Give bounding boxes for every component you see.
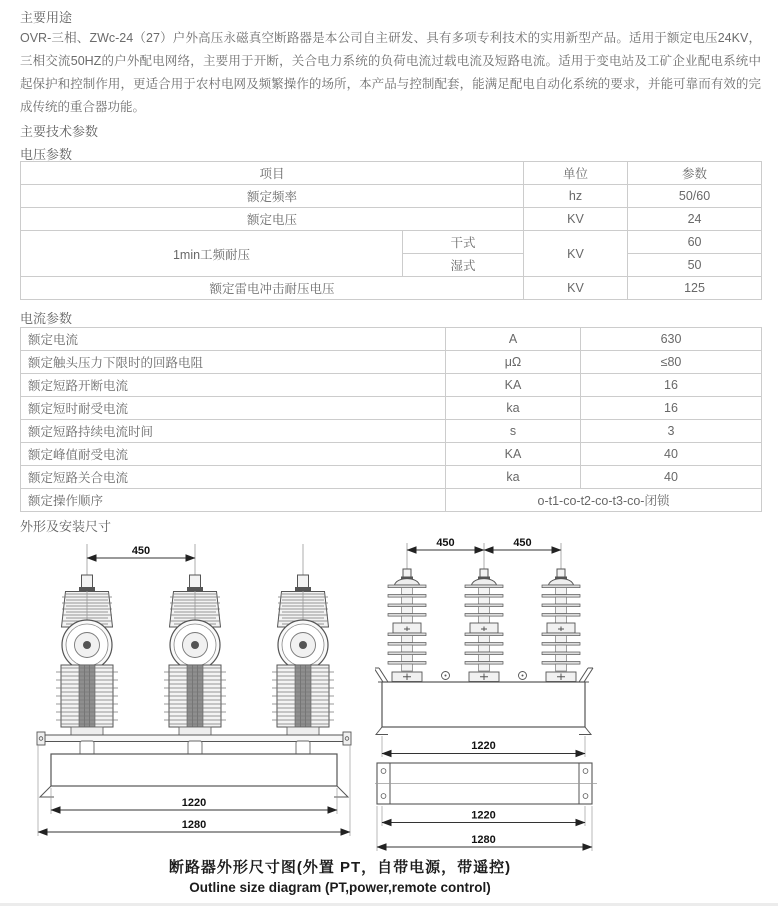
cell-sub-dry: 干式 — [403, 231, 524, 254]
cell-unit: s — [446, 420, 581, 443]
side-view-drawing — [375, 535, 778, 860]
cell-item: 额定短路开断电流 — [21, 374, 446, 397]
cell-value: 3 — [581, 420, 762, 443]
current-table — [20, 327, 762, 512]
table-row — [21, 443, 762, 466]
cell-unit: ka — [446, 397, 581, 420]
cell-unit: ka — [446, 466, 581, 489]
breaker-pole-side-1 — [388, 543, 426, 682]
breaker-pole-front-2 — [164, 544, 226, 737]
base-plan-view — [375, 763, 597, 804]
cell-unit: hz — [524, 185, 628, 208]
table-row — [21, 231, 762, 254]
table-row — [21, 466, 762, 489]
cell-value: 24 — [628, 208, 762, 231]
drawing-caption-cn: 断路器外形尺寸图(外置 PT，自带电源，带遥控) — [168, 859, 512, 876]
table-row — [21, 208, 762, 231]
cell-value: 40 — [581, 466, 762, 489]
cell-unit: KV — [524, 208, 628, 231]
table-row — [21, 351, 762, 374]
cell-unit: μΩ — [446, 351, 581, 374]
tech-params-section-title: 主要技术参数 — [20, 124, 99, 139]
breaker-pole-front-1 — [56, 544, 118, 737]
breaker-pole-front-3 — [272, 544, 334, 737]
table-row — [21, 489, 762, 512]
dim-label-1280: 1280 — [181, 819, 207, 831]
cell-item: 1min工频耐压 — [21, 231, 403, 277]
cell-sub-wet: 湿式 — [403, 254, 524, 277]
breaker-pole-side-3 — [542, 543, 580, 682]
col-header-value: 参数 — [628, 162, 762, 185]
col-header-item: 项目 — [21, 162, 524, 185]
voltage-params-title: 电压参数 — [20, 147, 73, 162]
cell-item: 额定操作顺序 — [21, 489, 446, 512]
cell-value: o-t1-co-t2-co-t3-co-闭锁 — [446, 489, 762, 512]
cell-item: 额定雷电冲击耐压电压 — [21, 277, 524, 300]
voltage-table — [20, 161, 762, 300]
cell-value: 60 — [628, 231, 762, 254]
table-row — [21, 374, 762, 397]
cell-item: 额定短路关合电流 — [21, 466, 446, 489]
base-box — [51, 754, 337, 786]
cell-value: 125 — [628, 277, 762, 300]
breaker-pole-side-2 — [465, 543, 503, 682]
table-header-row — [21, 162, 762, 185]
dim-label-1220-tank: 1220 — [471, 740, 496, 752]
cell-item: 额定频率 — [21, 185, 524, 208]
drawing-caption-en: Outline size diagram (PT,power,remote control) — [189, 880, 491, 895]
cell-value: 16 — [581, 374, 762, 397]
cell-unit: A — [446, 328, 581, 351]
outline-section-title: 外形及安装尺寸 — [20, 519, 112, 534]
drawing-caption — [0, 856, 680, 895]
cell-value: 50/60 — [628, 185, 762, 208]
cell-value: ≤80 — [581, 351, 762, 374]
cell-item: 额定短路持续电流时间 — [21, 420, 446, 443]
cell-unit: KA — [446, 443, 581, 466]
mounting-frame — [37, 732, 351, 797]
cell-value: 40 — [581, 443, 762, 466]
dim-label-1280-plan: 1280 — [471, 834, 496, 846]
cell-unit: KA — [446, 374, 581, 397]
dim-label-1220-plan: 1220 — [471, 809, 496, 822]
front-view-drawing — [25, 538, 380, 850]
cell-value: 16 — [581, 397, 762, 420]
col-header-unit: 单位 — [524, 162, 628, 185]
purpose-paragraph: OVR-三相、ZWc-24（27）户外高压永磁真空断路器是本公司自主研发、具有多项专利技术的实用新型产品。适用于额定电压24KV，三相交流50HZ的户外配电网络，主要用于开断，关合电力系统的负荷电流过载电流及短路电流。适用于变电站及工矿企业配电系统中起保护和控制作用，更适合用于农村电网及频繁操作的场所，本产品与控制配套，能满足配电自动化系统的要求，并能可靠而有效的完成传统的重合器功能。 — [20, 31, 761, 114]
table-row — [21, 420, 762, 443]
table-row — [21, 185, 762, 208]
cell-unit: KV — [524, 231, 628, 277]
cell-value: 50 — [628, 254, 762, 277]
cell-item: 额定电流 — [21, 328, 446, 351]
cell-unit: KV — [524, 277, 628, 300]
cell-item: 额定峰值耐受电流 — [21, 443, 446, 466]
purpose-section-title: 主要用途 — [20, 10, 73, 25]
current-params-title: 电流参数 — [20, 311, 73, 326]
dim-label-450: 450 — [131, 545, 151, 557]
cell-item: 额定电压 — [21, 208, 524, 231]
table-row — [21, 328, 762, 351]
cell-item: 额定短时耐受电流 — [21, 397, 446, 420]
dim-label-1220: 1220 — [181, 797, 207, 809]
table-row — [21, 277, 762, 300]
cell-item: 额定触头压力下限时的回路电阻 — [21, 351, 446, 374]
cell-value: 630 — [581, 328, 762, 351]
dim-label-450-right: 450 — [513, 537, 532, 549]
table-row — [21, 397, 762, 420]
dim-label-450-left: 450 — [436, 537, 455, 549]
